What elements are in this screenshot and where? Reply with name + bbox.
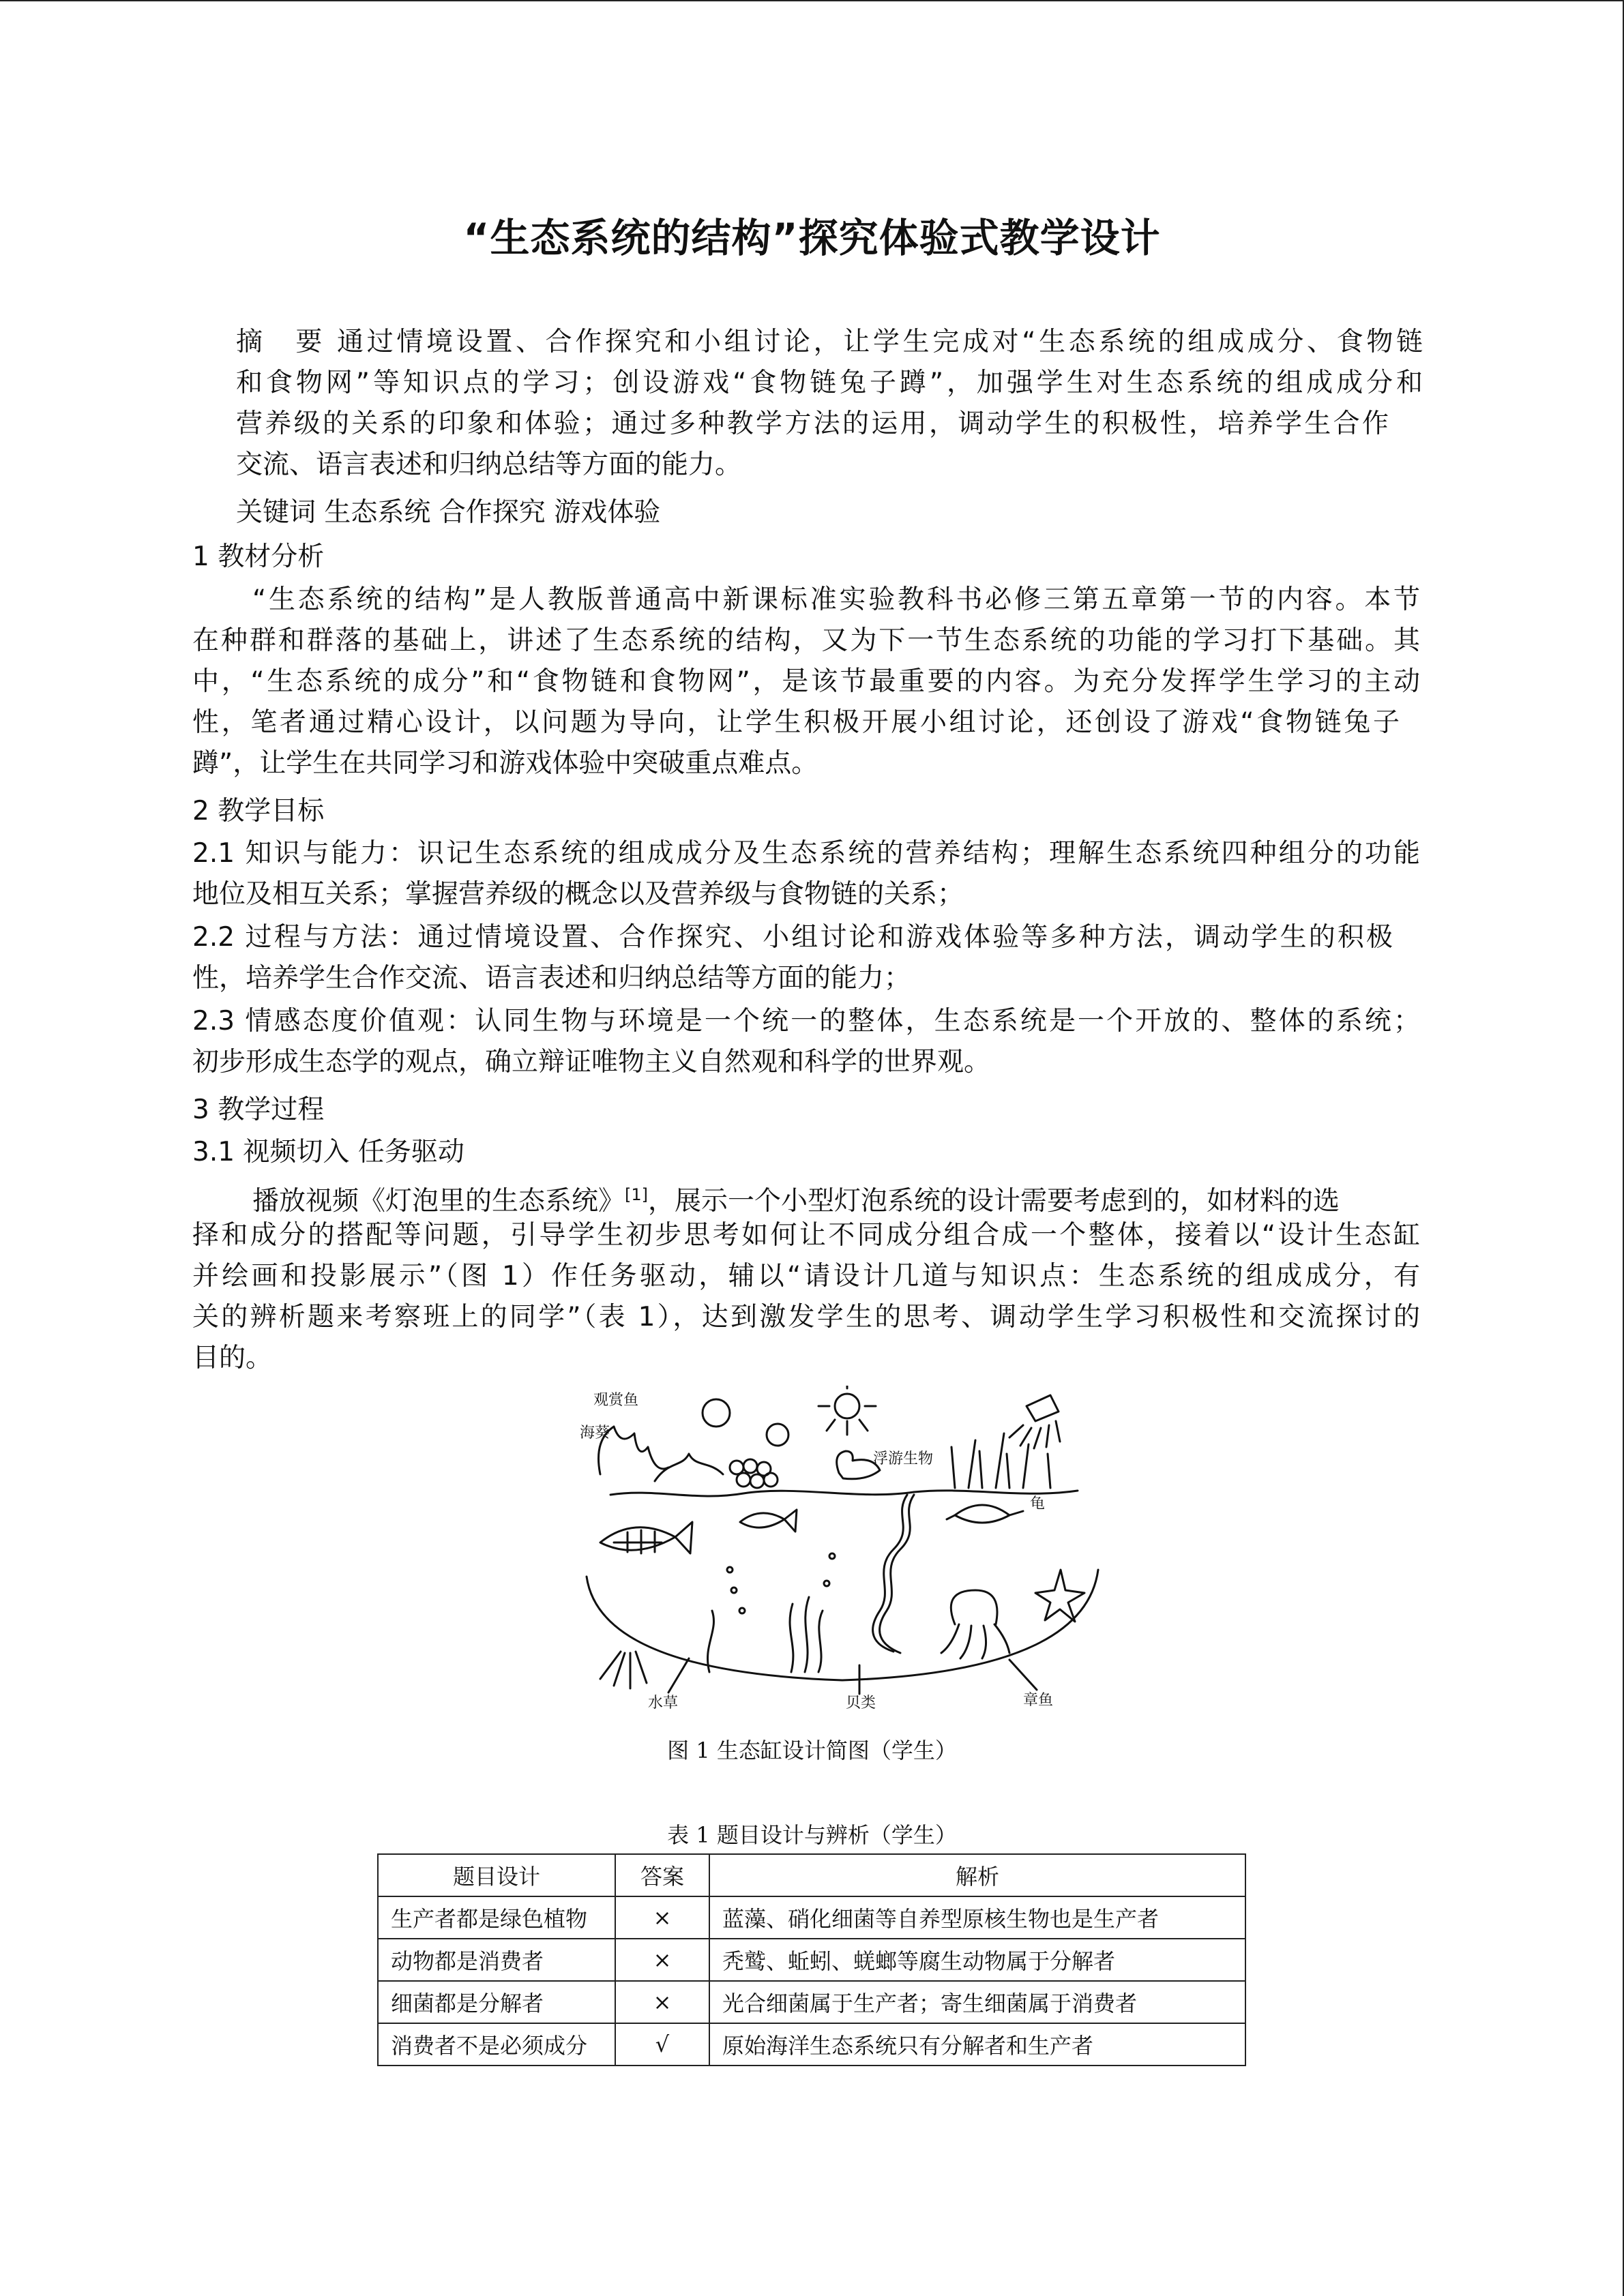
cell-analysis: 蓝藻、硝化细菌等自养型原核生物也是生产者 [709, 1896, 1245, 1939]
sec2-line-2: 地位及相互关系；掌握营养级的概念以及营养级与食物链的关系； [192, 879, 964, 910]
sec3-line-1b: ，展示一个小型灯泡系统的设计需要考虑到的，如材料的选 [648, 1186, 1340, 1217]
turtle-icon [947, 1505, 1023, 1523]
cell-answer: × [615, 1981, 709, 2023]
header-question: 题目设计 [378, 1854, 615, 1896]
sec1-line-3: 中，“生态系统的成分”和“食物链和食物网”，是该节最重要的内容。为充分发挥学生学习的主动 [192, 666, 1420, 697]
sec2-line-6: 初步形成生态学的观点，确立辩证唯物主义自然观和科学的世界观。 [192, 1047, 991, 1077]
sec1-line-5: 蹲”，让学生在共同学习和游戏体验中突破重点难点。 [192, 748, 818, 779]
small-fish-icon [740, 1510, 797, 1532]
abstract-line-2: 和食物网”等知识点的学习；创设游戏“食物链兔子蹲”，加强学生对生态系统的组成成分和 [236, 368, 1423, 398]
cell-answer: × [615, 1939, 709, 1981]
sec1-line-2: 在种群和群落的基础上，讲述了生态系统的结构，又为下一节生态系统的功能的学习打下基础。其 [192, 625, 1420, 656]
table-header-row [378, 1854, 1245, 1896]
sun-icon [818, 1386, 876, 1435]
fig-label-fish: 观赏鱼 [593, 1392, 639, 1409]
sec2-line-4: 性，培养学生合作交流、语言表述和归纳总结等方面的能力； [192, 963, 911, 994]
header-analysis: 解析 [709, 1854, 1245, 1896]
octopus-icon [951, 1590, 997, 1624]
cell-question: 消费者不是必须成分 [378, 2023, 615, 2066]
sec1-line-4: 性，笔者通过精心设计，以问题为导向，让学生积极开展小组讨论，还创设了游戏“食物链兔子 [192, 707, 1400, 738]
fig-label-plankton: 浮游生物 [873, 1450, 934, 1467]
cell-analysis: 光合细菌属于生产者；寄生细菌属于消费者 [709, 1981, 1245, 2023]
fig-label-octopus: 章鱼 [1023, 1692, 1054, 1709]
abstract-line-3: 营养级的关系的印象和体验；通过多种教学方法的运用，调动学生的积极性，培养学生合作 [236, 408, 1389, 439]
anemone-icon [600, 1652, 647, 1688]
cell-analysis: 原始海洋生态系统只有分解者和生产者 [709, 2023, 1245, 2066]
ecotank-sketch-figure [573, 1386, 1112, 1713]
water-surface [610, 1491, 1078, 1496]
cell-answer: × [615, 1896, 709, 1939]
light-icon [1009, 1395, 1060, 1448]
fish-icon [600, 1522, 692, 1553]
fig-label-shellfish: 贝类 [846, 1695, 876, 1712]
sec3-line-2: 择和成分的搭配等问题，引导学生初步思考如何让不同成分组合成一个整体，接着以“设计生态缸 [192, 1220, 1420, 1251]
cell-question: 动物都是消费者 [378, 1939, 615, 1981]
section-heading-3: 3 教学过程 [192, 1094, 325, 1125]
cell-analysis: 秃鹫、蚯蚓、蜣螂等腐生动物属于分解者 [709, 1939, 1245, 1981]
table-row [378, 1939, 1245, 1981]
sec2-line-1: 2.1 知识与能力：识记生态系统的组成成分及生态系统的营养结构；理解生态系统四种组分的功能 [192, 838, 1420, 869]
sec2-line-3: 2.2 过程与方法：通过情境设置、合作探究、小组讨论和游戏体验等多种方法，调动学生的积极 [192, 922, 1393, 953]
cell-question: 细菌都是分解者 [378, 1981, 615, 2023]
paper-title: “生态系统的结构”探究体验式教学设计 [463, 215, 1161, 261]
subsection-3-1: 3.1 视频切入 任务驱动 [192, 1137, 464, 1167]
sec2-line-5: 2.3 情感态度价值观：认同生物与环境是一个统一的整体，生态系统是一个开放的、整体的系统； [192, 1006, 1420, 1037]
cell-answer: √ [615, 2023, 709, 2066]
section-heading-2: 2 教学目标 [192, 796, 325, 826]
header-answer: 答案 [615, 1854, 709, 1896]
ball-icon [703, 1399, 730, 1427]
sec3-line-4: 关的辨析题来考察班上的同学”（表 1），达到激发学生的思考、调动学生学习积极性和交流探讨的 [192, 1302, 1420, 1332]
fig-label-anemone: 海葵 [580, 1425, 610, 1442]
sec3-line-1a: 播放视频《灯泡里的生态系统》 [252, 1186, 625, 1217]
citation-ref-1[interactable]: [1] [625, 1185, 649, 1204]
table-caption: 表 1 题目设计与辨析（学生） [667, 1822, 957, 1848]
abstract-line-1: 摘 要 通过情境设置、合作探究和小组讨论，让学生完成对“生态系统的组成成分、食物链 [236, 327, 1423, 357]
sec3-line-3: 并绘画和投影展示”（图 1）作任务驱动，辅以“请设计几道与知识点：生态系统的组成成分，有 [192, 1261, 1420, 1292]
table-row [378, 1896, 1245, 1939]
cell-question: 生产者都是绿色植物 [378, 1896, 615, 1939]
fig-label-waterweed: 水草 [648, 1695, 679, 1712]
section-heading-1: 1 教材分析 [192, 541, 325, 572]
abstract-line-4: 交流、语言表述和归纳总结等方面的能力。 [236, 449, 742, 480]
tank-bowl [587, 1570, 1098, 1680]
sec3-line-5: 目的。 [192, 1343, 273, 1373]
keywords: 关键词 生态系统 合作探究 游戏体验 [236, 497, 661, 528]
question-table [377, 1853, 1246, 2066]
table-row [378, 1981, 1245, 2023]
table-row [378, 2023, 1245, 2066]
fig-label-turtle: 龟 [1030, 1495, 1046, 1512]
sec1-line-1: “生态系统的结构”是人教版普通高中新课标准实验教科书必修三第五章第一节的内容。本节 [252, 584, 1420, 615]
figure-caption: 图 1 生态缸设计简图（学生） [667, 1738, 957, 1763]
